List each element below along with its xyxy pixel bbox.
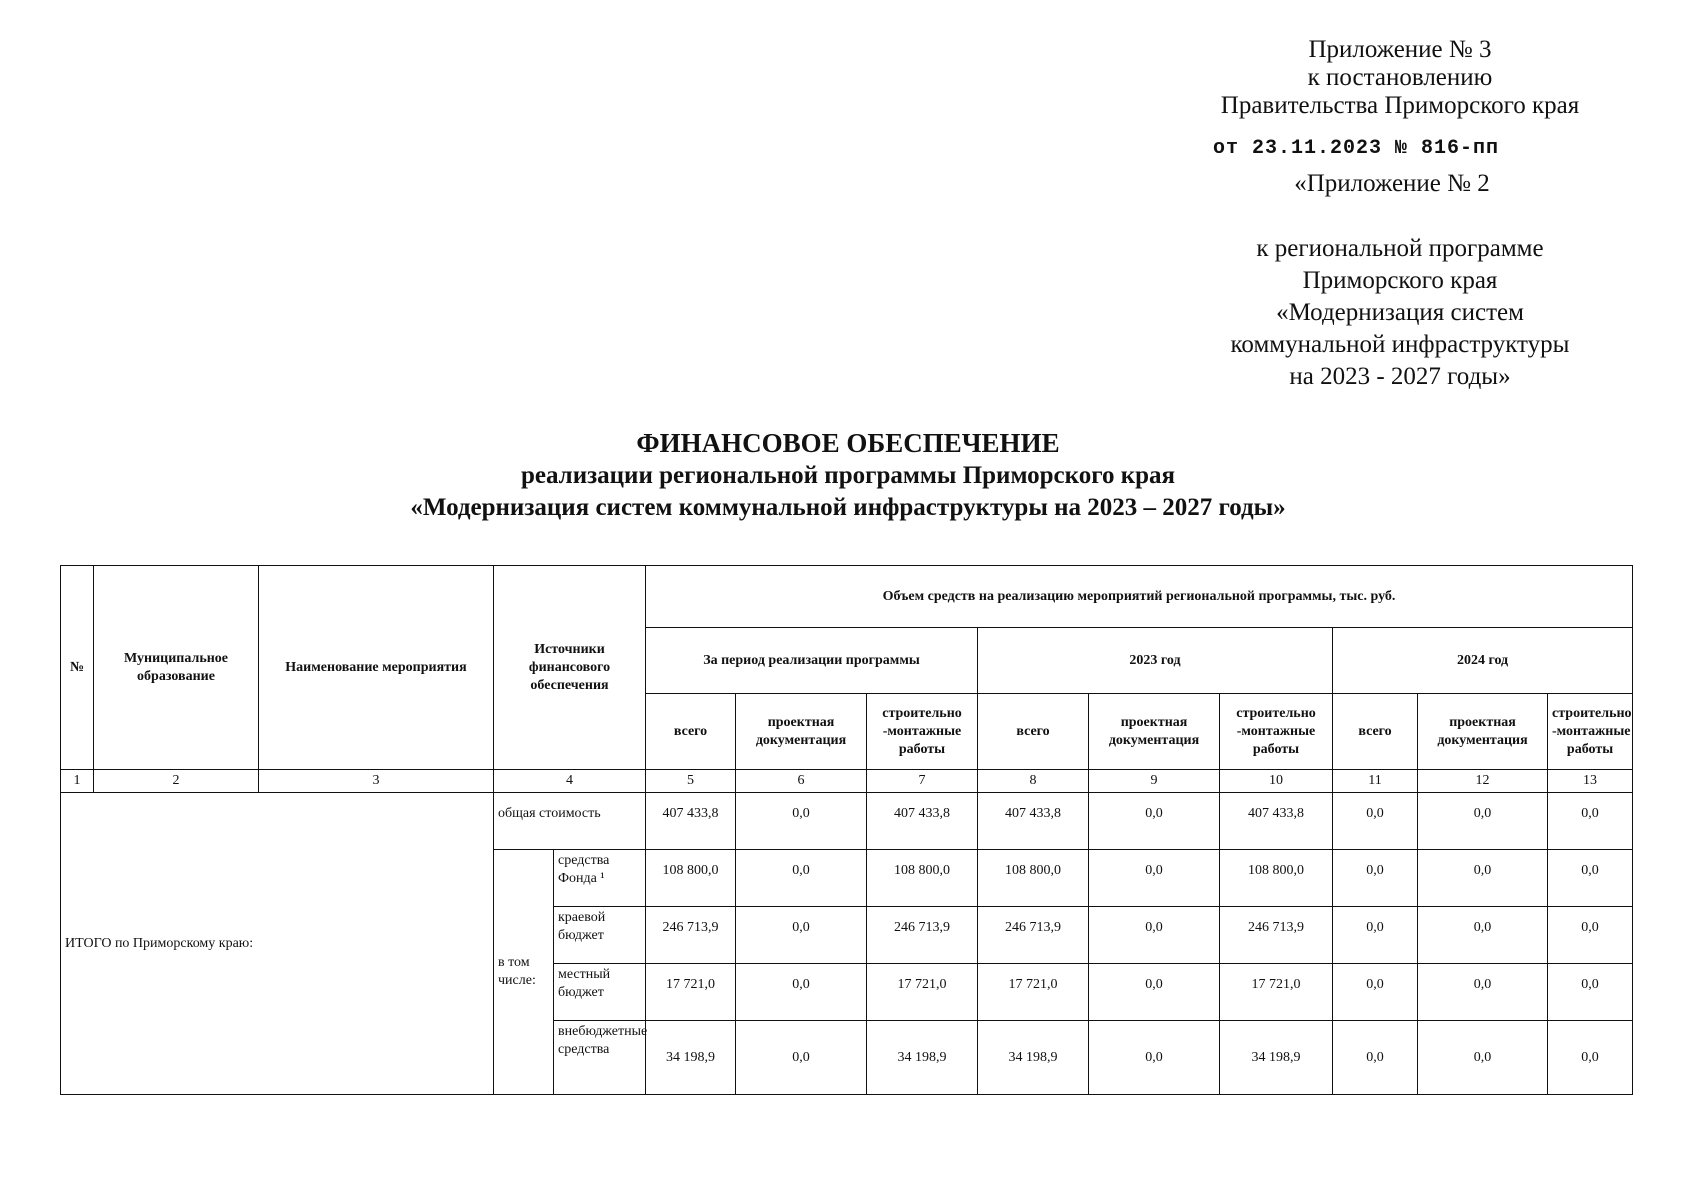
column-number: 13 — [1548, 770, 1633, 793]
header-sources: Источники финансового обеспечения — [494, 566, 646, 770]
header-total: всего — [646, 694, 736, 770]
column-number: 3 — [259, 770, 494, 793]
value-cell: 0,0 — [1548, 793, 1633, 850]
value-cell: 407 433,8 — [867, 793, 978, 850]
value-cell: 246 713,9 — [978, 907, 1089, 964]
header-no: № — [61, 566, 94, 770]
header-construction: строительно -монтажные работы — [1548, 694, 1633, 770]
column-number: 8 — [978, 770, 1089, 793]
column-number: 12 — [1418, 770, 1548, 793]
value-cell: 0,0 — [1089, 964, 1220, 1021]
source-label: местный бюджет — [554, 964, 646, 1021]
annex-line-1: Приложение № 3 — [1308, 36, 1492, 63]
source-label: внебюджетные средства — [554, 1021, 646, 1095]
value-cell: 108 800,0 — [1220, 850, 1333, 907]
value-cell: 0,0 — [1418, 964, 1548, 1021]
column-number: 7 — [867, 770, 978, 793]
column-number: 6 — [736, 770, 867, 793]
header-measure: Наименование мероприятия — [259, 566, 494, 770]
value-cell: 246 713,9 — [646, 907, 736, 964]
header-period: За период реализации программы — [646, 628, 978, 694]
value-cell: 34 198,9 — [1220, 1021, 1333, 1095]
value-cell: 0,0 — [1333, 793, 1418, 850]
value-cell: 0,0 — [736, 850, 867, 907]
value-cell: 0,0 — [1418, 850, 1548, 907]
source-label: краевой бюджет — [554, 907, 646, 964]
value-cell: 0,0 — [1418, 1021, 1548, 1095]
header-total: всего — [1333, 694, 1418, 770]
value-cell: 0,0 — [1418, 793, 1548, 850]
annex-date-number: от 23.11.2023 № 816-пп — [1213, 137, 1500, 160]
value-cell: 0,0 — [1333, 1021, 1418, 1095]
value-cell: 17 721,0 — [867, 964, 978, 1021]
value-cell: 407 433,8 — [978, 793, 1089, 850]
value-cell: 0,0 — [1418, 907, 1548, 964]
annex-line-7: Приморского края — [1302, 267, 1498, 294]
document-title: ФИНАНСОВОЕ ОБЕСПЕЧЕНИЕ — [636, 428, 1060, 458]
financing-table — [60, 565, 1633, 1095]
value-cell: 246 713,9 — [1220, 907, 1333, 964]
total-label: ИТОГО по Приморскому краю: — [61, 793, 494, 1095]
program-reference — [1200, 235, 1600, 391]
header-year-2024: 2024 год — [1333, 628, 1633, 694]
annex-line-3: Правительства Приморского края — [1220, 92, 1580, 119]
value-cell: 0,0 — [736, 1021, 867, 1095]
header-total: всего — [978, 694, 1089, 770]
column-number: 1 — [61, 770, 94, 793]
value-cell: 407 433,8 — [1220, 793, 1333, 850]
value-cell: 0,0 — [1548, 907, 1633, 964]
annex-line-9: коммунальной инфраструктуры — [1230, 331, 1570, 358]
value-cell: 108 800,0 — [867, 850, 978, 907]
column-number-row — [61, 770, 1633, 793]
value-cell: 0,0 — [1089, 850, 1220, 907]
value-cell: 17 721,0 — [1220, 964, 1333, 1021]
header-construction: строительно -монтажные работы — [1220, 694, 1333, 770]
source-label: средства Фонда ¹ — [554, 850, 646, 907]
annex-line-8: «Модернизация систем — [1276, 299, 1524, 326]
annex-header — [1180, 36, 1620, 120]
column-number: 4 — [494, 770, 646, 793]
value-cell: 0,0 — [1089, 793, 1220, 850]
header-year-2023: 2023 год — [978, 628, 1333, 694]
value-cell: 0,0 — [1333, 850, 1418, 907]
value-cell: 0,0 — [1548, 964, 1633, 1021]
value-cell: 0,0 — [736, 907, 867, 964]
value-cell: 108 800,0 — [646, 850, 736, 907]
in-that-label: в том числе: — [494, 850, 554, 1095]
value-cell: 0,0 — [1333, 964, 1418, 1021]
header-design: проектная документация — [736, 694, 867, 770]
source-label: общая стоимость — [494, 793, 646, 850]
table-row — [61, 793, 1633, 850]
column-number: 5 — [646, 770, 736, 793]
header-municipality: Муниципальное образование — [94, 566, 259, 770]
column-number: 10 — [1220, 770, 1333, 793]
value-cell: 108 800,0 — [978, 850, 1089, 907]
column-number: 2 — [94, 770, 259, 793]
value-cell: 0,0 — [1089, 907, 1220, 964]
value-cell: 0,0 — [736, 964, 867, 1021]
value-cell: 0,0 — [1089, 1021, 1220, 1095]
document-subtitle-1: реализации региональной программы Приморского края — [520, 462, 1176, 489]
value-cell: 34 198,9 — [646, 1021, 736, 1095]
value-cell: 17 721,0 — [646, 964, 736, 1021]
column-number: 11 — [1333, 770, 1418, 793]
value-cell: 34 198,9 — [978, 1021, 1089, 1095]
column-number: 9 — [1089, 770, 1220, 793]
value-cell: 407 433,8 — [646, 793, 736, 850]
document-subtitle-2: «Модернизация систем коммунальной инфраструктуры на 2023 – 2027 годы» — [410, 494, 1286, 521]
header-design: проектная документация — [1418, 694, 1548, 770]
annex-line-5: «Приложение № 2 — [1294, 170, 1490, 197]
annex-line-6: к региональной программе — [1256, 235, 1544, 262]
value-cell: 0,0 — [1548, 1021, 1633, 1095]
value-cell: 34 198,9 — [867, 1021, 978, 1095]
header-construction: строительно -монтажные работы — [867, 694, 978, 770]
annex-line-2: к постановлению — [1307, 64, 1493, 91]
header-volume: Объем средств на реализацию мероприятий региональной программы, тыс. руб. — [646, 566, 1633, 628]
value-cell: 246 713,9 — [867, 907, 978, 964]
value-cell: 0,0 — [736, 793, 867, 850]
header-design: проектная документация — [1089, 694, 1220, 770]
value-cell: 0,0 — [1548, 850, 1633, 907]
value-cell: 0,0 — [1333, 907, 1418, 964]
value-cell: 17 721,0 — [978, 964, 1089, 1021]
annex-line-10: на 2023 - 2027 годы» — [1289, 363, 1511, 390]
